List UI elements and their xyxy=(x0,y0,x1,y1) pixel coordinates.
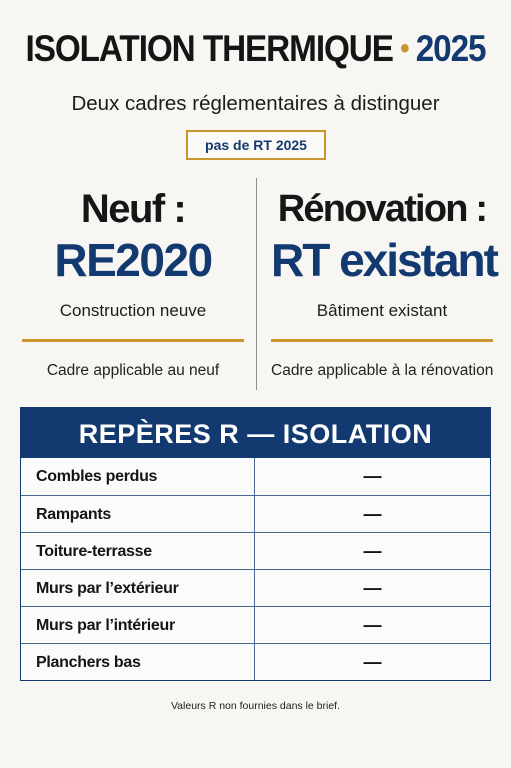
row-value: — xyxy=(363,466,382,486)
title-year: 2025 xyxy=(415,28,486,69)
row-value: — xyxy=(363,578,382,598)
table-row xyxy=(21,458,490,495)
page-title xyxy=(26,28,486,70)
notice-badge: pas de RT 2025 xyxy=(186,130,326,160)
table-row xyxy=(21,532,490,569)
r-values-table xyxy=(20,407,491,681)
row-label: Murs par l’extérieur xyxy=(21,570,255,606)
column-new-build xyxy=(22,185,244,380)
gold-divider xyxy=(22,339,244,342)
row-value: — xyxy=(363,541,382,561)
row-value: — xyxy=(363,652,382,672)
page-subtitle: Deux cadres réglementaires à distinguer xyxy=(71,92,440,115)
column-renovation xyxy=(271,185,497,380)
table-row xyxy=(21,643,490,680)
table-row xyxy=(21,495,490,532)
footnote: Valeurs R non fournies dans le brief. xyxy=(170,700,341,712)
row-label: Murs par l’intérieur xyxy=(21,607,255,643)
row-value: — xyxy=(363,504,382,524)
row-label: Combles perdus xyxy=(21,458,255,495)
row-label: Toiture-terrasse xyxy=(21,533,255,569)
column-note: Cadre applicable au neuf xyxy=(46,362,220,379)
gold-divider xyxy=(271,339,493,342)
row-label: Planchers bas xyxy=(21,644,255,680)
column-heading: Neuf : xyxy=(80,187,186,231)
column-regulation: RT existant xyxy=(271,234,497,286)
table-title: REPÈRES R — ISOLATION xyxy=(21,408,490,458)
column-description: Construction neuve xyxy=(59,301,207,320)
row-label: Rampants xyxy=(21,496,255,532)
title-separator-dot: • xyxy=(400,32,409,65)
table-row xyxy=(21,569,490,606)
row-value: — xyxy=(363,615,382,635)
title-text: ISOLATION THERMIQUE xyxy=(25,28,393,69)
column-regulation: RE2020 xyxy=(54,234,212,286)
column-description: Bâtiment existant xyxy=(316,301,448,320)
column-heading: Rénovation : xyxy=(277,188,487,230)
column-note: Cadre applicable à la rénovation xyxy=(271,362,494,379)
table-row xyxy=(21,606,490,643)
column-divider xyxy=(256,178,257,390)
